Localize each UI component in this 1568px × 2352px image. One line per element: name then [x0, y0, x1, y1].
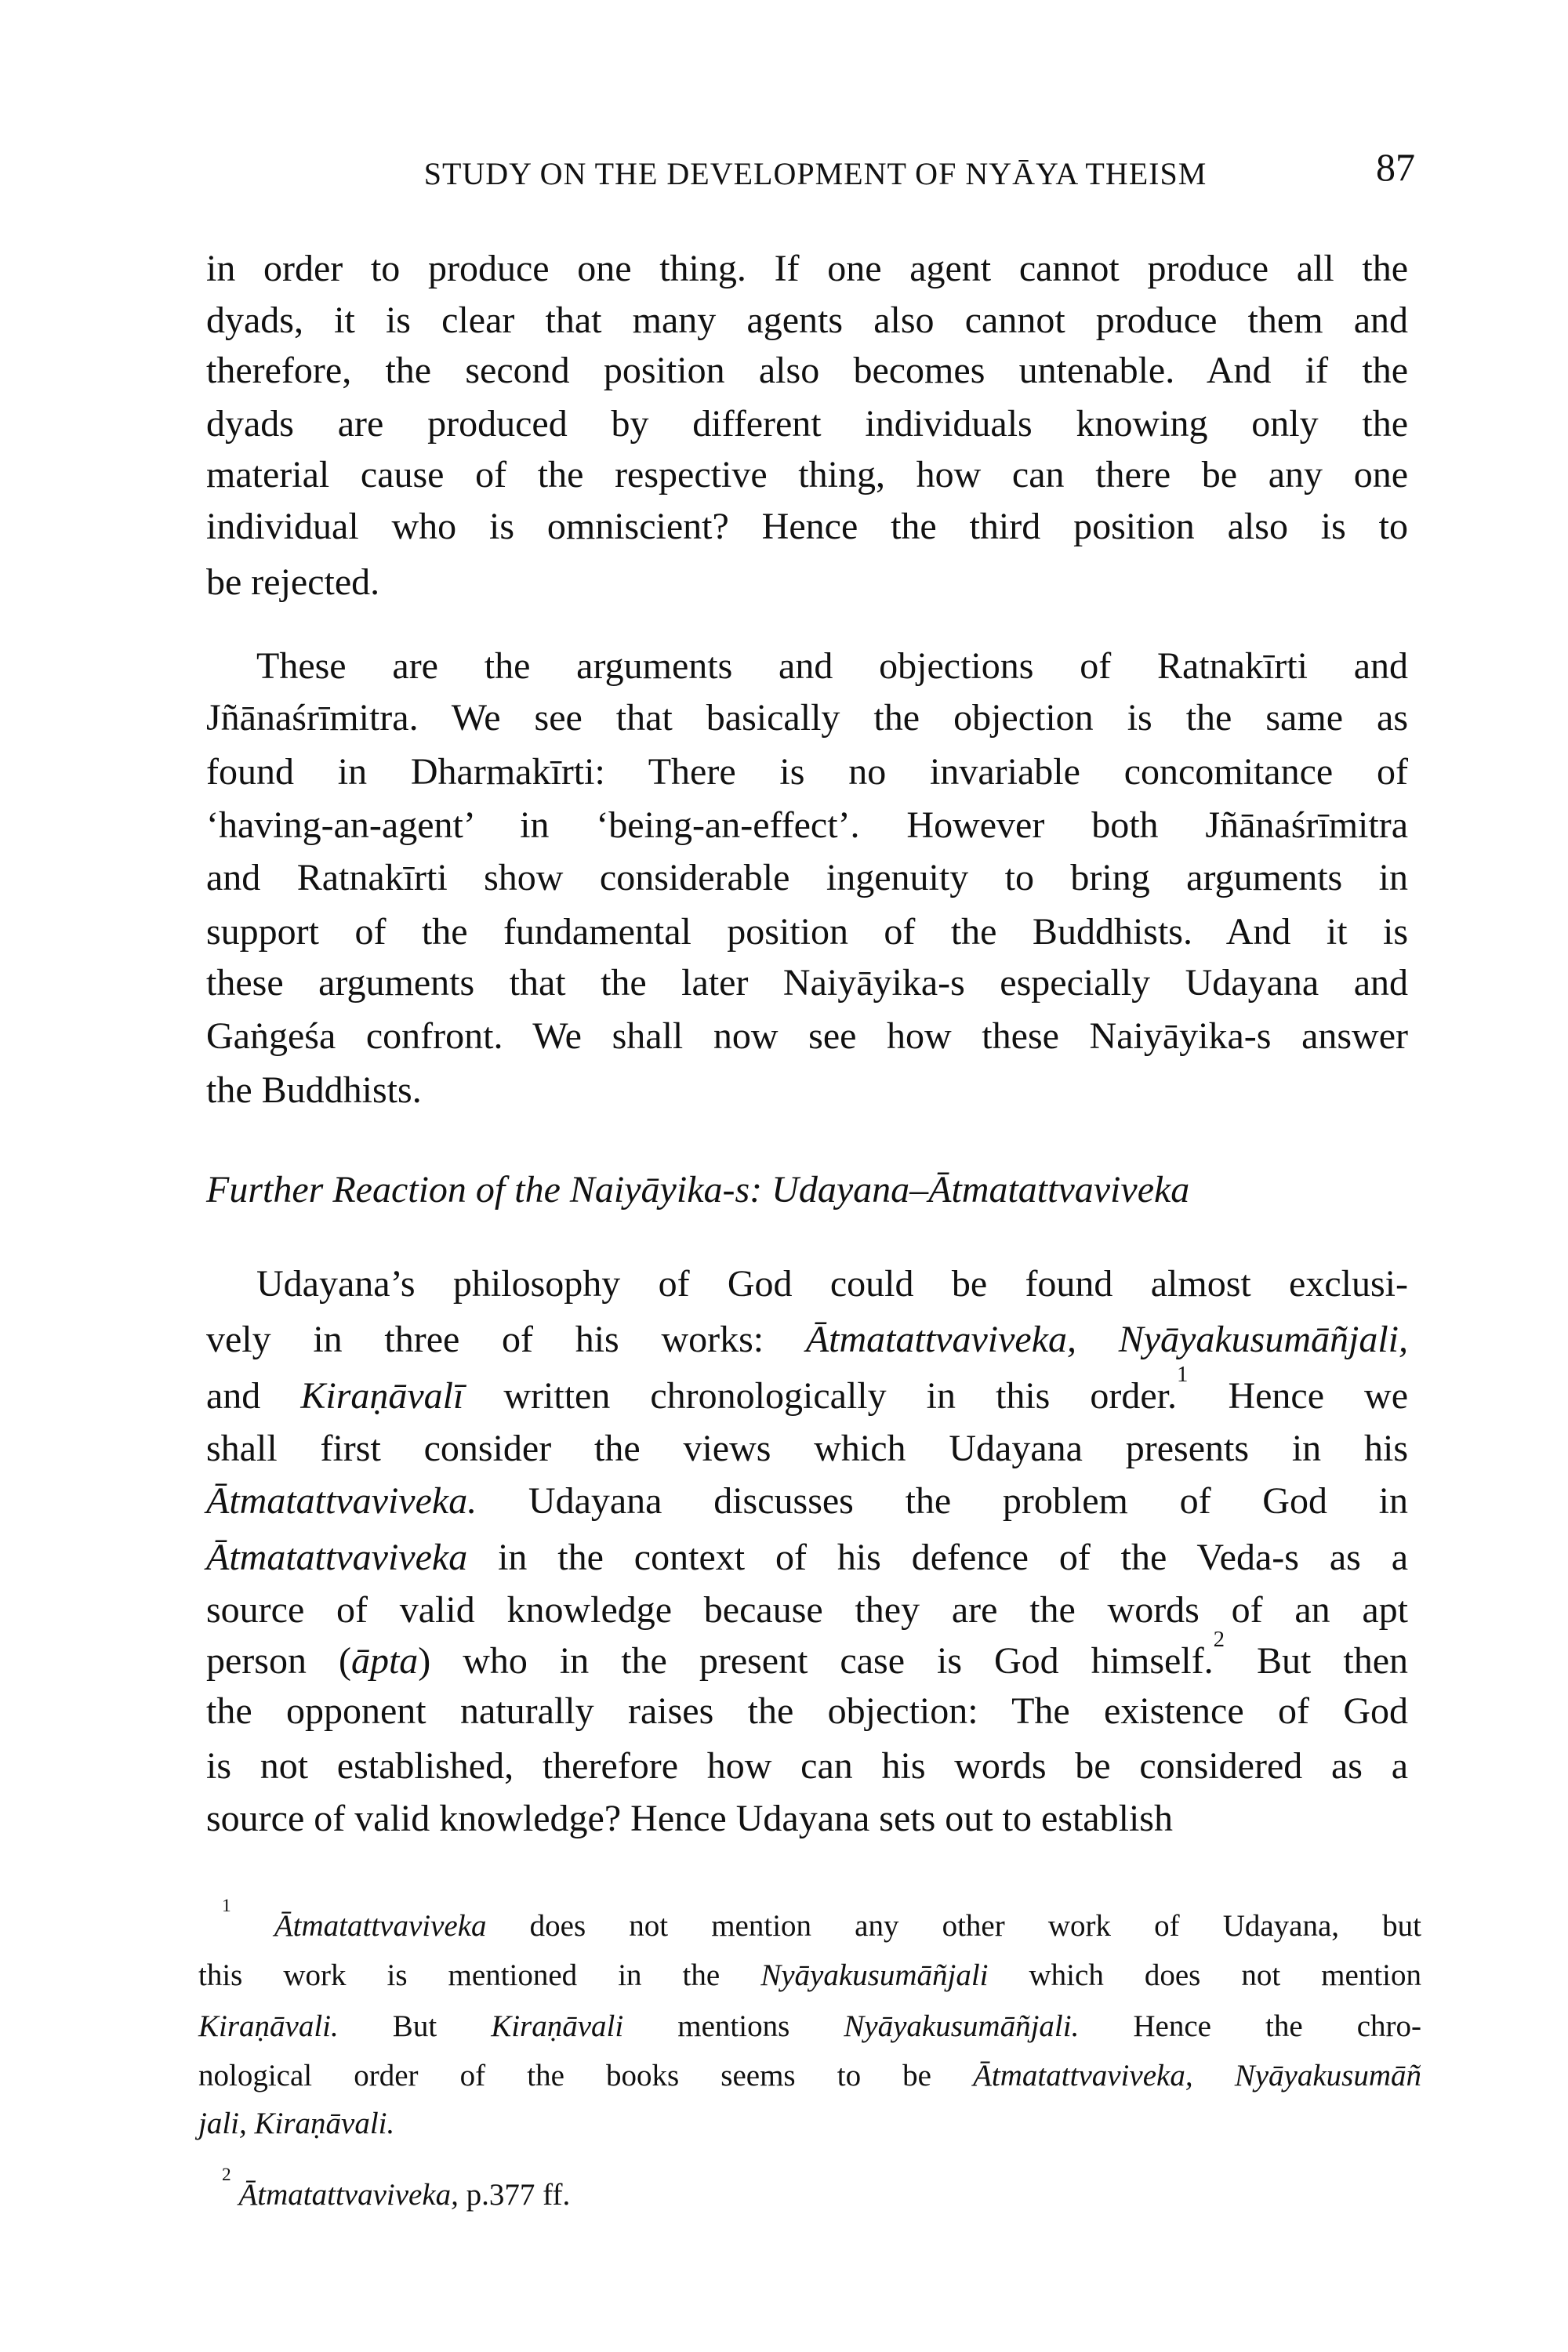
text: be rejected. [206, 561, 380, 603]
text-line [198, 2007, 1421, 2046]
text-line [206, 1362, 1409, 1420]
text: in the context of his defence of the Veda-s as a [467, 1537, 1408, 1578]
text: Udayana’s philosophy of God could be found almost exclusi- [256, 1263, 1408, 1305]
italic-text: Ātmatattvaviveka [206, 1537, 468, 1578]
text-line [198, 1956, 1421, 1995]
text: person ( [206, 1640, 351, 1682]
text: nological order of the books seems to be [198, 2059, 974, 2092]
italic-text: Ātmatattvaviveka, [238, 2178, 459, 2212]
text: mentions [623, 2009, 844, 2043]
text-line [206, 855, 1408, 902]
text-line [206, 1795, 1408, 1842]
text-line [206, 559, 1408, 606]
text-line [206, 1478, 1408, 1525]
text-line [206, 643, 1408, 690]
text: and [206, 1375, 301, 1417]
text: ) who in the present case is God himself. [418, 1640, 1214, 1682]
text-line [206, 1688, 1408, 1735]
text: vely in three of his works: [206, 1319, 806, 1360]
text: this work is mentioned in the [198, 1958, 761, 1992]
text-line [206, 1587, 1408, 1634]
text-line [206, 1013, 1408, 1060]
text: source of valid knowledge? Hence Udayana sets out to establish [206, 1798, 1173, 1839]
text-line [198, 2056, 1421, 2096]
text-line [198, 2165, 1421, 2215]
text-line [206, 1067, 1408, 1114]
page-number: 87 [1376, 145, 1415, 189]
italic-text: Ātmatattvaviveka. [206, 1480, 477, 1522]
text: these arguments that the later Naiyāyika-s especially Udayana and [206, 962, 1408, 1004]
text: ‘having-an-agent’ in ‘being-an-effect’. However both Jñānaśrīmitra [206, 804, 1408, 846]
italic-text: Further Reaction of the Naiyāyika-s: Udayana–Ātmatattvaviveka [206, 1169, 1190, 1210]
text-line [206, 1534, 1408, 1581]
footnote-marker: 2 [222, 2165, 231, 2185]
text: the opponent naturally raises the objection: The existence of God [206, 1690, 1408, 1732]
text-line [206, 1743, 1408, 1790]
text-line [206, 1425, 1408, 1472]
text: support of the fundamental position of the Buddhists. And it is [206, 911, 1408, 953]
text-line [206, 401, 1408, 448]
italic-text: Ātmatattvaviveka [274, 1909, 487, 1943]
italic-text: Ātmatattvaviveka, Nyāyakusumāñjali, [805, 1319, 1409, 1360]
text [1193, 2059, 1235, 2092]
text-line [206, 1316, 1408, 1363]
text: written chronologically in this order. [463, 1375, 1178, 1417]
text-line [206, 960, 1408, 1007]
text-line [206, 452, 1408, 499]
text [231, 2178, 239, 2212]
italic-text: Ātmatattvaviveka, [973, 2059, 1193, 2092]
text: which does not mention [988, 1958, 1421, 1992]
footnote-marker: 1 [222, 1896, 231, 1916]
text: the Buddhists. [206, 1069, 422, 1111]
text: Hence the chro- [1079, 2009, 1421, 2043]
text: individual who is omniscient? Hence the third position also is to [206, 506, 1408, 547]
text-line [198, 1896, 1422, 1946]
text: Udayana discusses the problem of God in [477, 1480, 1408, 1522]
italic-text: Nyāyakusumāñjali [760, 1958, 989, 1992]
text: found in Dharmakīrti: There is no invariable concomitance of [206, 751, 1408, 793]
text: These are the arguments and objections of Ratnakīrti and [256, 645, 1408, 687]
text: Jñānaśrīmitra. We see that basically the objection is the same as [206, 697, 1408, 739]
text-line [206, 695, 1408, 742]
text: in order to produce one thing. If one agent cannot produce all the [206, 248, 1408, 289]
italic-text: āpta [350, 1640, 419, 1682]
text-line [206, 245, 1408, 292]
text-line [206, 297, 1408, 344]
text-line [206, 909, 1408, 956]
text: therefore, the second position also becomes untenable. And if the [206, 350, 1408, 391]
italic-text: Kiraṇāvali. [198, 2009, 339, 2043]
footnote-marker: 2 [1213, 1627, 1225, 1652]
text: does not mention any other work of Udayana, but [486, 1909, 1422, 1943]
text-line [206, 1167, 1408, 1214]
text: But then [1225, 1640, 1409, 1682]
text: and Ratnakīrti show considerable ingenuity to bring arguments in [206, 857, 1408, 898]
italic-text: jali, Kiraṇāvali. [198, 2107, 395, 2140]
italic-text: Nyāyakusumāñ [1234, 2059, 1421, 2092]
footnote-marker: 1 [1177, 1362, 1189, 1387]
text: Hence we [1188, 1375, 1409, 1417]
text-line [198, 2104, 1421, 2143]
text [231, 1909, 274, 1943]
text: Gaṅgeśa confront. We shall now see how these Naiyāyika-s answer [206, 1015, 1408, 1057]
text: dyads, it is clear that many agents also cannot produce them and [206, 299, 1408, 341]
text: shall first consider the views which Udayana presents in his [206, 1428, 1408, 1469]
text-line [206, 802, 1408, 849]
italic-text: Kiraṇāvali [491, 2009, 624, 2043]
text-line [206, 503, 1408, 550]
text: p.377 ff. [458, 2178, 571, 2212]
text: But [338, 2009, 492, 2043]
italic-text: Kiraṇāvalī [300, 1375, 464, 1417]
text: source of valid knowledge because they are the words of an apt [206, 1589, 1408, 1631]
text-line [206, 1261, 1408, 1308]
text-line [206, 347, 1408, 394]
text-line [206, 749, 1408, 796]
running-title: STUDY ON THE DEVELOPMENT OF NYĀYA THEISM [423, 156, 1207, 191]
text-line [206, 1627, 1409, 1685]
text: dyads are produced by different individuals knowing only the [206, 403, 1408, 445]
italic-text: Nyāyakusumāñjali. [844, 2009, 1080, 2043]
text: is not established, therefore how can his words be considered as a [206, 1745, 1408, 1787]
text: material cause of the respective thing, how can there be any one [206, 454, 1408, 495]
